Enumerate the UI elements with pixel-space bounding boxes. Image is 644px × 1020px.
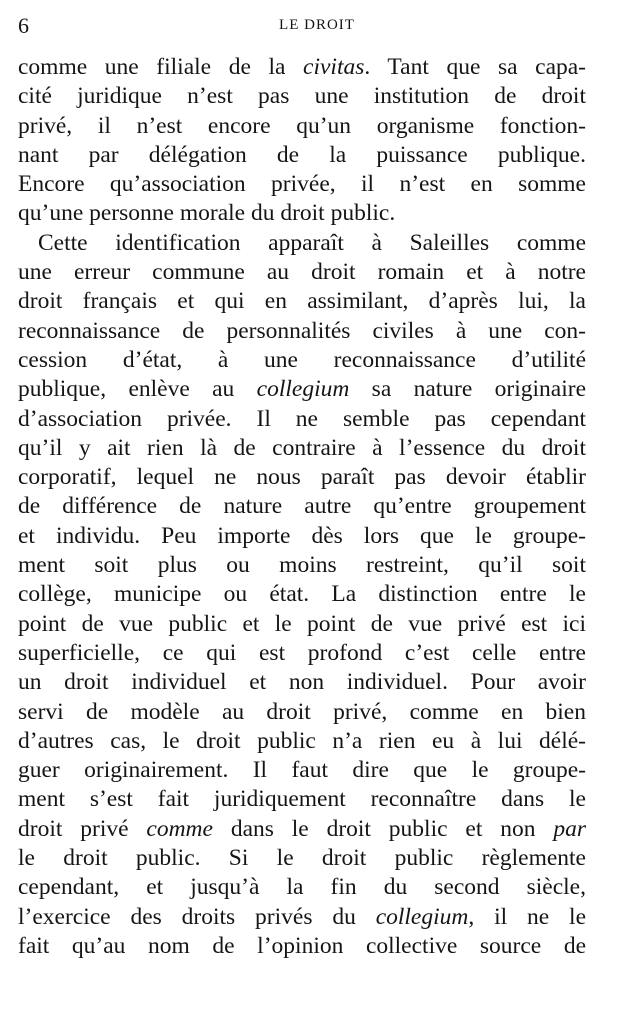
text-line [18,492,586,521]
text-segment: un droit individuel et non individuel. Pour avoir [18,669,586,696]
text-segment: guer originairement. Il faut dire que le groupe- [18,757,586,784]
text-line [18,610,586,639]
page-header [18,14,588,38]
italic-term: civitas [303,54,365,80]
text-segment: le droit public. Si le droit public règlemente [18,845,586,872]
text-segment: droit français et qui en assimilant, d’après lui, la [18,288,586,315]
text-line [18,903,586,932]
text-segment: de différence de nature autre qu’entre groupement [18,493,586,520]
text-segment: corporatif, lequel ne nous paraît pas devoir établir [18,464,586,491]
page-number: 6 [18,13,29,38]
text-line [18,375,586,404]
text-line [18,785,586,814]
text-line [18,698,586,727]
text-segment: cession d’état, à une reconnaissance d’utilité [18,346,586,373]
text-segment: Encore qu’association privée, il n’est en somme [18,171,586,198]
text-segment: ment s’est fait juridiquement reconnaître dans le [18,786,586,813]
text-segment: Cette identification apparaît à Saleilles comme [38,229,586,256]
text-line [18,727,586,756]
text-line [18,844,586,873]
text-segment: d’association privée. Il ne semble pas cependant [18,405,586,432]
text-segment: l’exercice des droits privés du [18,903,376,930]
text-segment: droit privé [18,815,147,842]
body-text [18,53,586,961]
text-segment: et individu. Peu importe dès lors que le groupe- [18,522,586,549]
text-segment: d’autres cas, le droit public n’a rien eu à lui délé- [18,727,586,754]
text-line [18,112,586,141]
text-line [18,258,586,287]
text-segment: publique, enlève au [18,376,257,403]
text-segment: qu’il y ait rien là de contraire à l’essence du droit [18,434,586,461]
running-head: LE DROIT [279,17,355,33]
text-line [18,229,586,258]
text-segment: nant par délégation de la puissance publique. [18,141,586,168]
italic-term: par [553,815,586,842]
text-segment: collège, municipe ou état. La distinction entre le [18,581,586,608]
italic-term: collegium [375,903,469,930]
text-segment: superficielle, ce qui est profond c’est celle entre [18,639,586,666]
text-line [18,815,586,844]
text-line [18,82,586,111]
text-segment: privé, il n’est encore qu’un organisme fonction- [18,112,586,139]
text-segment: fait qu’au nom de l’opinion collective source de [18,932,586,959]
text-line [18,53,586,82]
text-line [18,756,586,785]
text-segment: cependant, et jusqu’à la fin du second siècle, [18,874,586,901]
text-line [18,551,586,580]
text-line [18,287,586,316]
text-segment: reconnaissance de personnalités civiles à une con- [18,317,586,344]
text-line [18,580,586,609]
text-line [18,873,586,902]
text-segment: servi de modèle au droit privé, comme en bien [18,698,586,725]
text-segment: comme une filiale de la [18,54,304,80]
text-line [18,522,586,551]
text-segment: cité juridique n’est pas une institution de droit [18,83,586,110]
text-segment: . Tant que sa capa- [364,54,587,80]
text-segment: ment soit plus ou moins restreint, qu’il soit [18,552,586,579]
text-segment: qu’une personne morale du droit public. [18,200,396,227]
text-line [18,932,586,961]
text-segment: sa nature originaire [349,376,586,403]
text-line [18,668,586,697]
text-line [18,346,586,375]
text-line [18,405,586,434]
text-segment: , il ne le [468,903,586,930]
text-segment: point de vue public et le point de vue privé est ici [18,610,586,637]
text-segment: une erreur commune au droit romain et à notre [18,259,586,286]
text-line [18,141,586,170]
text-segment: dans le droit public et non [212,815,554,842]
text-line [18,170,586,199]
italic-term: collegium [256,376,350,403]
text-line [18,199,586,228]
italic-term: comme [146,815,213,842]
text-line [18,434,586,463]
text-line [18,639,586,668]
text-line [18,317,586,346]
text-line [18,463,586,492]
